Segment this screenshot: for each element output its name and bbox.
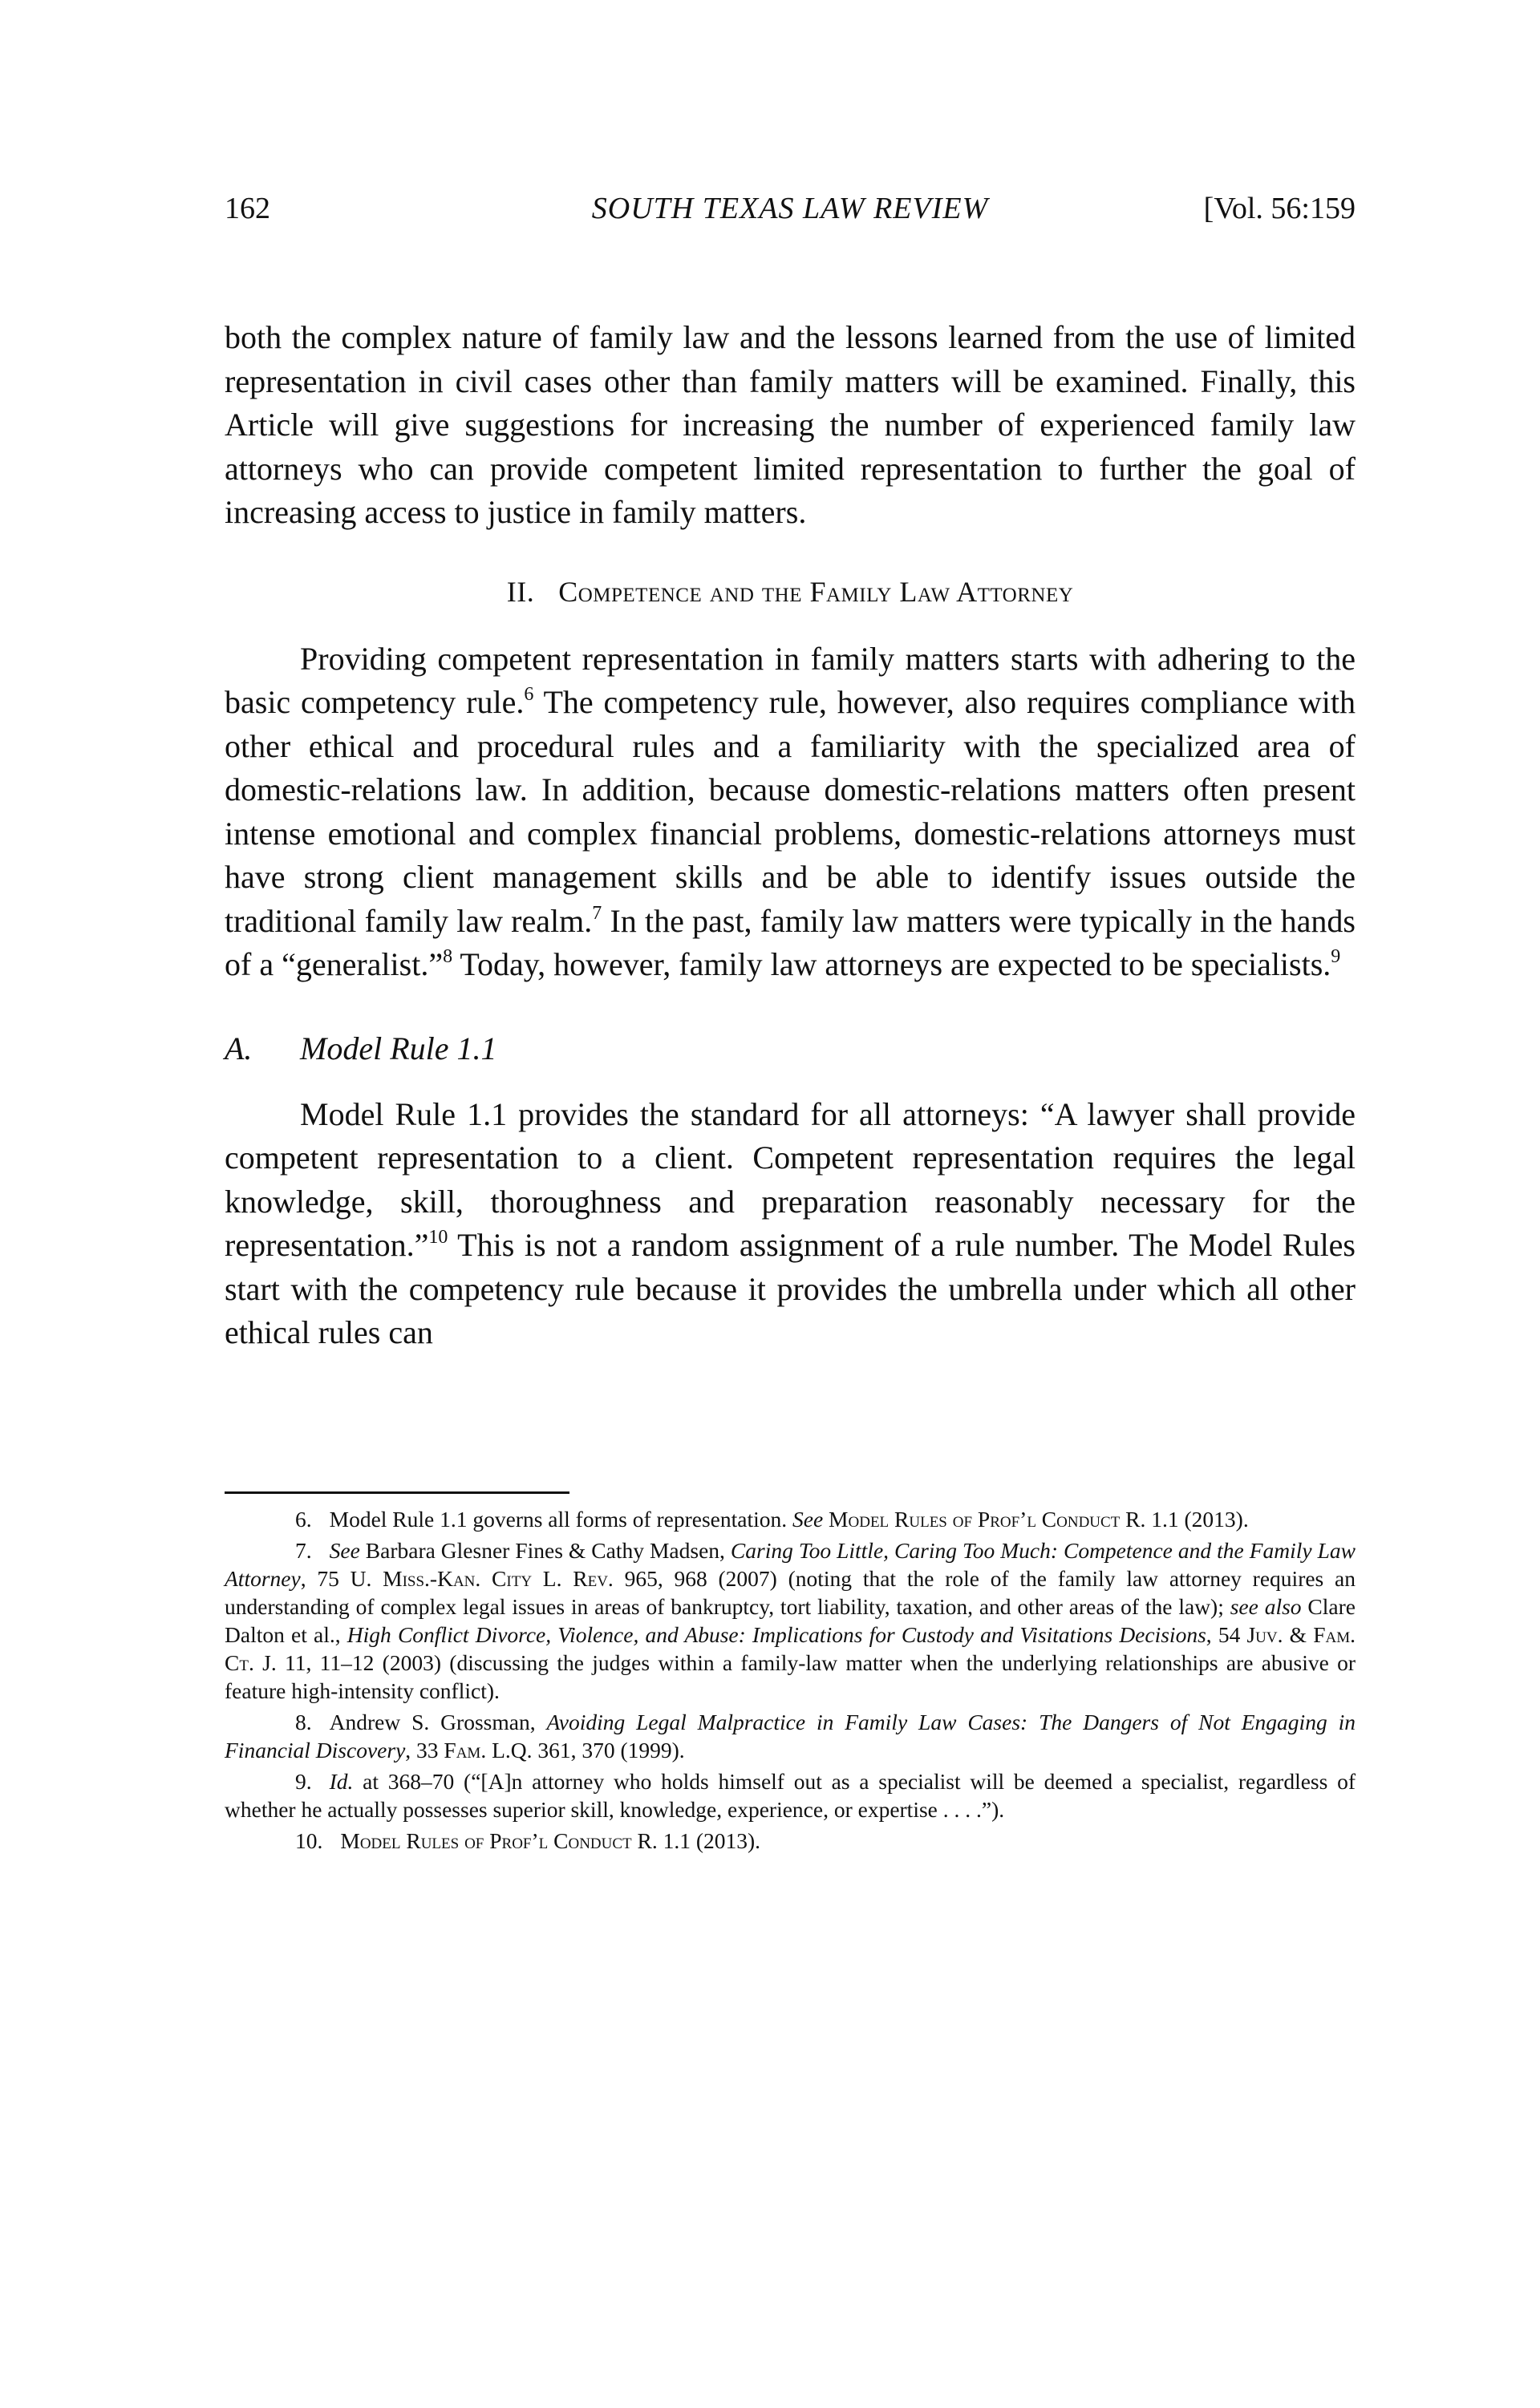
text-run: Model Rule 1.1 governs all forms of representation.	[329, 1506, 792, 1532]
signal: See	[329, 1537, 360, 1563]
signal: see also	[1230, 1593, 1302, 1619]
section-heading	[225, 570, 1356, 613]
footnote-number: 10.	[295, 1827, 323, 1853]
text-run: Andrew S. Grossman,	[329, 1709, 547, 1734]
volume-citation: [Vol. 56:159	[1203, 192, 1356, 225]
signal: Id.	[329, 1768, 354, 1794]
footnote-number: 6.	[295, 1506, 312, 1532]
subsection-heading	[225, 1027, 1356, 1070]
subsection-title: Model Rule 1.1	[300, 1030, 497, 1066]
footnote-ref-8[interactable]: 8	[443, 946, 453, 967]
footnote-ref-7[interactable]: 7	[592, 902, 602, 924]
text-run: , 33	[405, 1737, 444, 1762]
footnote-ref-10[interactable]: 10	[428, 1227, 448, 1248]
footnote-number: 7.	[295, 1537, 312, 1563]
article-title: Caring Too Little, Caring Too Much: Competence and the Family Law Attorney	[225, 1537, 1356, 1591]
article-title: Avoiding Legal Malpractice in Family Law Cases: The Dangers of Not Engaging in Financial Discovery	[225, 1709, 1356, 1762]
text-run: 965, 968 (2007) (noting that the role of the family law attorney requires an understanding of complex legal issues in areas of bankruptcy, tort liability, taxation, and other areas of the law);	[225, 1565, 1356, 1619]
text-run: The competency rule, however, also requires compliance with other ethical and procedural rules and a familiarity with the specialized area of domestic-relations law. In addition, because domestic-relations matters often present intense emotional and complex financial problems, domestic-relations attorneys must have strong client management skills and be able to identify issues outside the traditional family law realm.	[225, 684, 1356, 939]
text-run: Model Rule 1.1 provides the standard for all attorneys: “A lawyer shall provide competent representation to a client. Competent representation requires the legal knowledge, skill, thoroughness and preparation reasonably necessary for the representation.”	[225, 1095, 1356, 1263]
text-run: 1.1 (2013).	[657, 1827, 761, 1853]
footnote-8	[225, 1708, 1356, 1764]
citation: Model Rules of Prof’l Conduct R.	[340, 1827, 658, 1853]
footnote-number: 9.	[295, 1768, 312, 1794]
text-run: 361, 370 (1999).	[532, 1737, 685, 1762]
footnote-divider	[225, 1491, 569, 1494]
journal-name: Miss.-Kan. City L. Rev.	[383, 1565, 614, 1591]
section-number: II.	[506, 575, 535, 608]
footnote-6	[225, 1505, 1356, 1533]
section-title: Competence and the Family Law Attorney	[558, 575, 1074, 608]
page-number: 162	[225, 192, 270, 225]
text-run: Clare Dalton et al.,	[225, 1593, 1356, 1647]
signal: See	[792, 1506, 824, 1532]
footnote-9	[225, 1767, 1356, 1823]
journal-title: SOUTH TEXAS LAW REVIEW	[591, 192, 989, 225]
footnote-7	[225, 1536, 1356, 1705]
text-run: This is not a random assignment of a rule number. The Model Rules start with the competency rule because it provides the umbrella under which all other ethical rules can	[225, 1227, 1356, 1350]
subsection-letter: A.	[225, 1030, 253, 1066]
text-run: Today, however, family law attorneys are expected to be specialists.	[452, 946, 1331, 982]
citation: Model Rules of Prof’l Conduct R. 1.1 (2013).	[823, 1506, 1249, 1532]
footnote-number: 8.	[295, 1709, 312, 1734]
article-title: High Conflict Divorce, Violence, and Abuse: Implications for Custody and Visitations Decisions	[346, 1621, 1206, 1647]
competence-paragraph	[225, 637, 1356, 987]
text-run: 11, 11–12 (2003) (discussing the judges within a family-law matter when the underlying relationships are abusive or feature high-intensity conflict).	[225, 1649, 1356, 1703]
footnote-ref-9[interactable]: 9	[1331, 946, 1341, 967]
model-rule-paragraph	[225, 1093, 1356, 1355]
text-run: In the past, family law matters were typically in the hands of a “generalist.”	[225, 902, 1356, 982]
running-head	[225, 191, 1356, 239]
text-run: , 54	[1206, 1621, 1247, 1647]
footnote-ref-6[interactable]: 6	[524, 684, 534, 705]
footnote-10	[225, 1827, 1356, 1855]
text-run: Barbara Glesner Fines & Cathy Madsen,	[359, 1537, 731, 1563]
journal-page	[225, 191, 1356, 1858]
intro-paragraph: both the complex nature of family law and the lessons learned from the use of limited representation in civil cases other than family matters will be examined. Finally, this Article will give suggestions for increasing the number of experienced family law attorneys who can provide competent limited representation to further the goal of increasing access to justice in family matters.	[225, 319, 1356, 530]
journal-name: Juv. & Fam. Ct. J.	[225, 1621, 1356, 1675]
text-run: Providing competent representation in family matters starts with adhering to the basic competency rule.	[225, 640, 1356, 720]
journal-name: Fam. L.Q.	[444, 1737, 533, 1762]
text-run: , 75 U.	[300, 1565, 383, 1591]
text-run: at 368–70 (“[A]n attorney who holds himself out as a specialist will be deemed a specialist, regardless of whether he actually possesses superior skill, knowledge, experience, or expertise . . . .”).	[225, 1768, 1356, 1822]
